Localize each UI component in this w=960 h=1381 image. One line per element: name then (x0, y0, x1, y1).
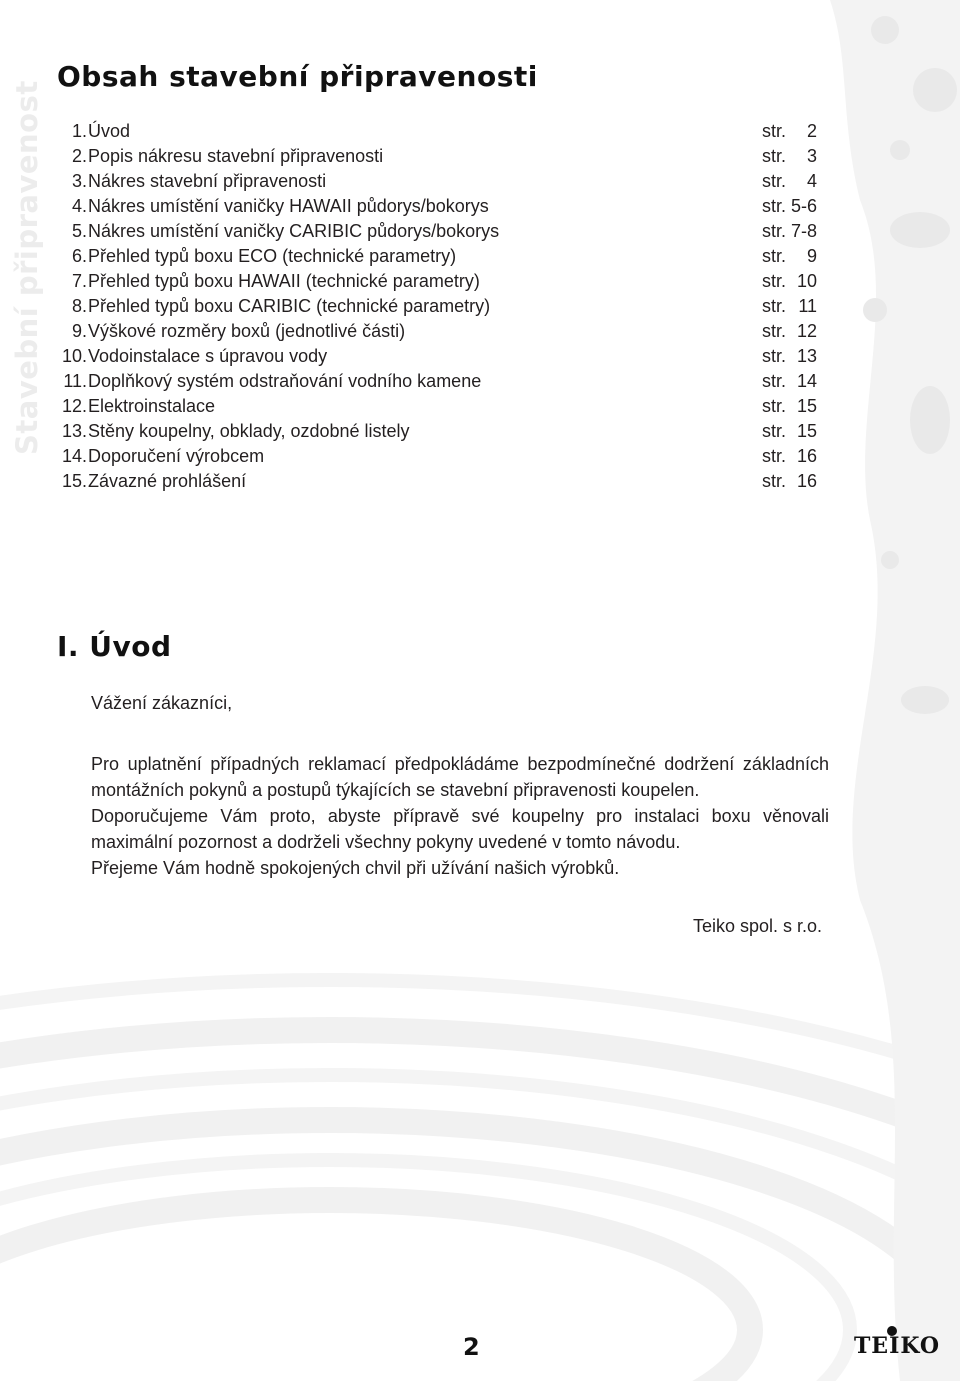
toc-entry (57, 269, 847, 294)
toc-entry-str-label: str. (762, 296, 787, 316)
toc-entry-str-label: str. (762, 421, 787, 441)
toc-entry-str-label: str. (762, 446, 787, 466)
toc-entry-number: 10. (61, 346, 87, 366)
toc-entry-title: Doplňkový systém odstraňování vodního kamene (88, 371, 482, 391)
toc-entry-page: 12 (796, 321, 817, 341)
logo-wordmark: TEIKO (853, 1333, 941, 1359)
toc-entry-page: 16 (796, 446, 817, 466)
toc-entry-page: 7-8 (790, 221, 817, 241)
toc-entry (57, 394, 847, 419)
toc-entry-number: 3. (71, 171, 87, 191)
toc-entry-str-label: str. (762, 196, 787, 216)
toc-entry-page: 9 (806, 246, 817, 266)
toc-entry-title: Nákres stavební připravenosti (88, 171, 327, 191)
toc-entry (57, 294, 847, 319)
intro-paragraph: Doporučujeme Vám proto, abyste přípravě své koupelny pro instalaci boxu věnovali maximální pozornost a dodrželi všechny pokyny uvedené v tomto návodu. (91, 806, 829, 852)
page-number: 2 (463, 1333, 480, 1361)
teiko-logo (852, 1325, 942, 1365)
toc-entry-number: 8. (71, 296, 87, 316)
signature: Teiko spol. s r.o. (693, 916, 823, 936)
toc-entry (57, 344, 847, 369)
toc-entry-page: 4 (806, 171, 817, 191)
toc-entry-number: 6. (71, 246, 87, 266)
toc-entry-str-label: str. (762, 246, 787, 266)
toc-entry-str-label: str. (762, 121, 787, 141)
toc-entry-number: 12. (61, 396, 87, 416)
toc-entry-number: 9. (71, 321, 87, 341)
toc-entry-str-label: str. (762, 271, 787, 291)
toc-entry-page: 3 (806, 146, 817, 166)
toc-entry-str-label: str. (762, 371, 787, 391)
salutation: Vážení zákazníci, (91, 693, 233, 713)
toc-entry (57, 169, 847, 194)
toc-entry-page: 16 (796, 471, 817, 491)
toc-entry-title: Přehled typů boxu HAWAII (technické parametry) (88, 271, 480, 291)
toc-entry (57, 244, 847, 269)
toc-entry-title: Stěny koupelny, obklady, ozdobné listely (88, 421, 410, 441)
toc-entry-number: 1. (71, 121, 87, 141)
intro-paragraph: Pro uplatnění případných reklamací předpokládáme bezpodmínečné dodržení základních montážních pokynů a postupů týkajících se stavební připravenosti koupelen. (91, 754, 829, 800)
toc-entry (57, 144, 847, 169)
toc-entry-page: 15 (796, 396, 817, 416)
toc-entry-str-label: str. (762, 221, 787, 241)
toc-entry-page: 10 (796, 271, 817, 291)
toc-entry (57, 419, 847, 444)
intro-paragraph: Přejeme Vám hodně spokojených chvil při užívání našich výrobků. (91, 858, 620, 878)
intro-body (91, 690, 829, 881)
toc-entry-page: 2 (806, 121, 817, 141)
toc-entry (57, 369, 847, 394)
toc-entry-title: Popis nákresu stavební připravenosti (88, 146, 384, 166)
toc-entry-number: 14. (61, 446, 87, 466)
side-section-title: Stavební připravenost (10, 80, 44, 455)
table-of-contents (57, 119, 847, 494)
toc-entry-str-label: str. (762, 146, 787, 166)
toc-entry-number: 11. (63, 371, 87, 391)
toc-entry-str-label: str. (762, 396, 787, 416)
intro-heading: I. Úvod (57, 630, 172, 663)
toc-entry-title: Nákres umístění vaničky CARIBIC půdorys/bokorys (88, 221, 500, 241)
toc-entry-str-label: str. (762, 321, 787, 341)
toc-entry-number: 13. (61, 421, 87, 441)
toc-entry-title: Přehled typů boxu CARIBIC (technické parametry) (88, 296, 491, 316)
toc-entry-number: 15. (61, 471, 87, 491)
toc-entry-title: Závazné prohlášení (88, 471, 247, 491)
toc-entry-page: 11 (798, 296, 817, 316)
toc-entry (57, 219, 847, 244)
toc-entry-number: 7. (71, 271, 87, 291)
toc-entry-str-label: str. (762, 346, 787, 366)
toc-entry-title: Elektroinstalace (88, 396, 216, 416)
toc-heading: Obsah stavební připravenosti (57, 60, 538, 93)
toc-entry-title: Vodoinstalace s úpravou vody (88, 346, 328, 366)
toc-entry-str-label: str. (762, 171, 787, 191)
toc-entry (57, 469, 847, 494)
toc-entry-title: Přehled typů boxu ECO (technické parametry) (88, 246, 457, 266)
toc-entry-number: 4. (71, 196, 87, 216)
toc-entry (57, 444, 847, 469)
toc-entry (57, 119, 847, 144)
toc-entry-page: 13 (796, 346, 817, 366)
toc-entry-title: Úvod (88, 121, 131, 141)
toc-entry-str-label: str. (762, 471, 787, 491)
toc-entry-page: 5-6 (790, 196, 817, 216)
toc-entry-page: 14 (796, 371, 817, 391)
toc-entry-number: 2. (71, 146, 87, 166)
toc-entry-page: 15 (796, 421, 817, 441)
toc-entry-number: 5. (71, 221, 87, 241)
toc-entry (57, 319, 847, 344)
toc-entry (57, 194, 847, 219)
toc-entry-title: Nákres umístění vaničky HAWAII půdorys/bokorys (88, 196, 489, 216)
toc-entry-title: Doporučení výrobcem (88, 446, 265, 466)
toc-entry-title: Výškové rozměry boxů (jednotlivé části) (88, 321, 406, 341)
